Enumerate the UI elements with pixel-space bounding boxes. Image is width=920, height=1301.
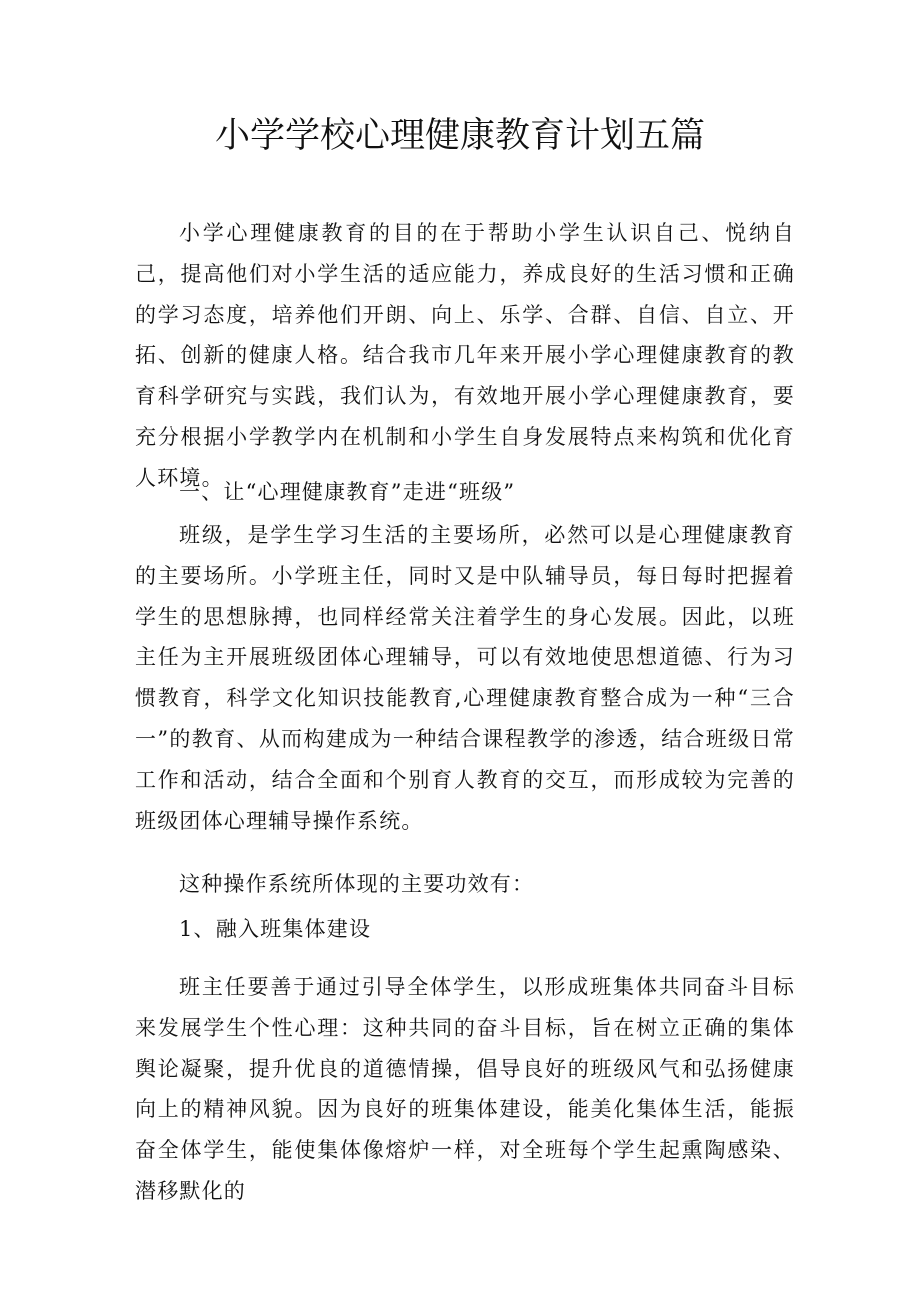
section-1-heading: 一、让“心理健康教育”走进“班级” xyxy=(179,480,516,504)
subheading-1: 1、融入班集体建设 xyxy=(179,917,372,941)
section-1-paragraph: 班级，是学生学习生活的主要场所，必然可以是心理健康教育的主要场所。小学班主任，同时又是中队辅导员，每日每时把握着学生的思想脉搏，也同样经常关注着学生的身心发展。因此，以班主任为主开展班级团体心理辅导，可以有效地使思想道德、行为习惯教育，科学文化知识技能教育,心理健康教育整合成为一种“三合一”的教育、从而构建成为一种结合课程教学的渗透，结合班级日常工作和活动，结合全面和个别育人教育的交互，而形成较为完善的班级团体心理辅导操作系统。 xyxy=(135,523,795,833)
effects-intro: 这种操作系统所体现的主要功效有： xyxy=(179,872,535,896)
document-title: 小学学校心理健康教育计划五篇 xyxy=(214,116,705,156)
subheading-1-paragraph: 班主任要善于通过引导全体学生，以形成班集体共同奋斗目标来发展学生个性心理：这种共同的奋斗目标，旨在树立正确的集体舆论凝聚，提升优良的道德情操，倡导良好的班级风气和弘扬健康向上的精神风貌。因为良好的班集体建设，能美化集体生活，能振奋全体学生，能使集体像熔炉一样，对全班每个学生起熏陶感染、潜移默化的 xyxy=(135,975,795,1203)
intro-paragraph: 小学心理健康教育的目的在于帮助小学生认识自己、悦纳自己，提高他们对小学生活的适应能力，养成良好的生活习惯和正确的学习态度，培养他们开朗、向上、乐学、合群、自信、自立、开拓、创新的健康人格。结合我市几年来开展小学心理健康教育的教育科学研究与实践，我们认为，有效地开展小学心理健康教育，要充分根据小学教学内在机制和小学生自身发展特点来构筑和优化育人环境。 xyxy=(135,221,795,490)
